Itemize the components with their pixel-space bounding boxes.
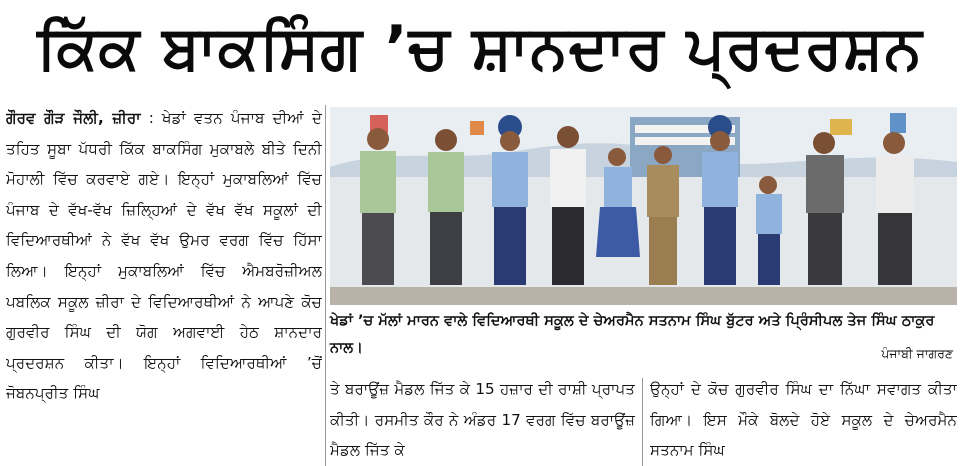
group-photo-illustration <box>330 107 957 305</box>
article-bottom-column-1: ਤੇ ਬਰਾਊਂਜ਼ ਮੈਡਲ ਜਿੱਤ ਕੇ 15 ਹਜ਼ਾਰ ਦੀ ਰਾਸ਼ੀ ਪ੍ਰਾਪਤ ਕੀਤੀ। ਰਸਮੀਤ ਕੌਰ ਨੇ ਅੰਡਰ 17 ਵਰਗ ਵਿੱਚ ਬਰਾਊਂਜ਼ ਮੈਡਲ ਜਿੱਤ ਕੇ <box>330 380 635 460</box>
column-divider <box>642 378 643 466</box>
article-headline: ਕਿੱਕ ਬਾਕਸਿੰਗ ’ਚ ਸ਼ਾਨਦਾਰ ਪ੍ਰਦਰਸ਼ਨ <box>37 13 923 83</box>
caption-text: ਖੇਡਾਂ ’ਚ ਮੱਲਾਂ ਮਾਰਨ ਵਾਲੇ ਵਿਦਿਆਰਥੀ ਸਕੂਲ ਦੇ ਚੇਅਰਮੈਨ ਸਤਨਾਮ ਸਿੰਘ ਬੁੱਟਰ ਅਤੇ ਪ੍ਰਿੰਸੀਪਲ ਤੇਜ ਸਿੰਘ ਠਾਕੁਰ ਨਾਲ। <box>330 312 935 356</box>
article-bottom-column-2: ਉਨ੍ਹਾਂ ਦੇ ਕੋਚ ਗੁਰਵੀਰ ਸਿੰਘ ਦਾ ਨਿੱਘਾ ਸਵਾਗਤ ਕੀਤਾ ਗਿਆ। ਇਸ ਮੌਕੇ ਬੋਲਦੇ ਹੋਏ ਸਕੂਲ ਦੇ ਚੇਅਰਮੈਨ ਸਤਨਾਮ ਸਿੰਘ <box>650 380 957 460</box>
left-body-text: : ਖੇਡਾਂ ਵਤਨ ਪੰਜਾਬ ਦੀਆਂ ਦੇ ਤਹਿਤ ਸੂਬਾ ਪੱਧਰੀ ਕਿੱਕ ਬਾਕਸਿੰਗ ਮੁਕਾਬਲੇ ਬੀਤੇ ਦਿਨੀ ਮੋਹਾਲੀ ਵਿੱਚ ਕਰਵਾਏ ਗਏ। ਇਨ੍ਹਾਂ ਮੁਕਾਬਲਿਆਂ ਵਿੱਚ ਪੰਜਾਬ ਦੇ ਵੱਖ-ਵੱਖ ਜ਼ਿਲ੍ਹਿਆਂ ਦੇ ਵੱਖ ਵੱਖ ਸਕੂਲਾਂ ਦੀ ਵਿਦਿਆਰਥੀਆਂ ਨੇ ਵੱਖ ਵੱਖ ਉਮਰ ਵਰਗ ਵਿੱਚ ਹਿੱਸਾ ਲਿਆ। ਇਨ੍ਹਾਂ ਮੁਕਾਬਲਿਆਂ ਵਿੱਚ ਐਮਬਰੋਜ਼ੀਅਲ ਪਬਲਿਕ ਸਕੂਲ ਜ਼ੀਰਾ ਦੇ ਵਿਦਿਆਰਥੀਆਂ ਨੇ ਆਪਣੇ ਕੋਚ ਗੁਰਵੀਰ ਸਿੰਘ ਦੀ ਯੋਗ ਅਗਵਾਈ ਹੇਠ ਸ਼ਾਨਦਾਰ ਪ੍ਰਦਰਸ਼ਨ ਕੀਤਾ। ਇਨ੍ਹਾਂ ਵਿਦਿਆਰਥੀਆਂ ’ਚੋਂ ਜੋਬਨਪ੍ਰੀਤ ਸਿੰਘ <box>6 109 322 403</box>
article-left-column <box>6 103 322 466</box>
byline: ਗੌਰਵ ਗੌੜ ਜੌਲੀ, ਜ਼ੀਰਾ <box>6 109 141 127</box>
photo-credit: ਪੰਜਾਬੀ ਜਾਗਰਣ <box>881 346 953 361</box>
photo-caption <box>330 307 957 373</box>
news-photo <box>330 107 957 305</box>
column-divider <box>325 105 326 466</box>
